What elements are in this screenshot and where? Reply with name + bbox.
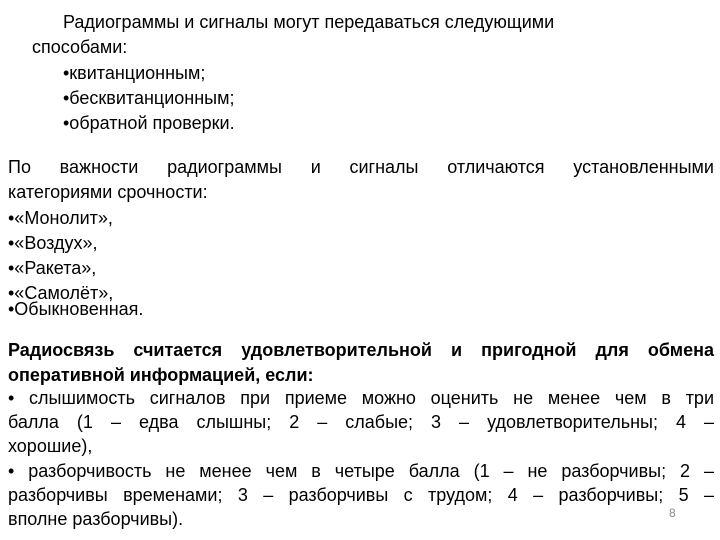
methods-intro-line1: Радиограммы и сигналы могут передаваться следующими — [63, 12, 555, 32]
urgency-item-ordinary: •Обыкновенная. — [8, 299, 144, 319]
criteria-bullet1-line2 — [8, 410, 714, 435]
urgency-item-vozdukh: •«Воздух», — [8, 233, 98, 253]
criteria-heading-line1-text: Радиосвязь считается удовлетворительной и пригодной для обмена — [8, 340, 714, 360]
criteria-bullet1-line3: хорошие), — [8, 436, 93, 456]
methods-item-reverse-check: •обратной проверки. — [63, 113, 235, 133]
criteria-bullet2-line1 — [8, 459, 714, 484]
methods-item-no-receipt: •бесквитанционным; — [63, 88, 235, 108]
criteria-bullet1-line1-text: • слышимость сигналов при приеме можно оценить не менее чем в три — [8, 388, 714, 408]
methods-item-receipt: •квитанционным; — [63, 63, 206, 83]
criteria-bullet2-line1-text: • разборчивость не менее чем в четыре балла (1 – не разборчивы; 2 – — [8, 461, 714, 481]
urgency-intro-line1 — [8, 155, 714, 180]
page-number: 8 — [669, 506, 676, 520]
criteria-bullet2-line2-text: разборчивы временами; 3 – разборчивы с трудом; 4 – разборчивы; 5 – — [8, 485, 714, 505]
criteria-heading-line2: оперативной информацией, если: — [8, 365, 314, 385]
urgency-item-raketa: •«Ракета», — [8, 258, 97, 278]
urgency-intro-line1-text: По важности радиограммы и сигналы отличаются установленными — [8, 157, 714, 177]
urgency-intro-line2: категориями срочности: — [8, 182, 208, 202]
urgency-item-samolet: •«Самолёт», — [8, 283, 114, 303]
criteria-bullet2-line2 — [8, 483, 714, 508]
urgency-item-monolit: •«Монолит», — [8, 208, 113, 228]
methods-intro-line2: способами: — [32, 37, 128, 57]
criteria-bullet1-line2-text: балла (1 – едва слышны; 2 – слабые; 3 – удовлетворительны; 4 – — [8, 412, 714, 432]
criteria-bullet2-line3: вполне разборчивы). — [8, 509, 184, 529]
criteria-bullet1-line1 — [8, 386, 714, 411]
criteria-heading-line1 — [8, 338, 714, 363]
